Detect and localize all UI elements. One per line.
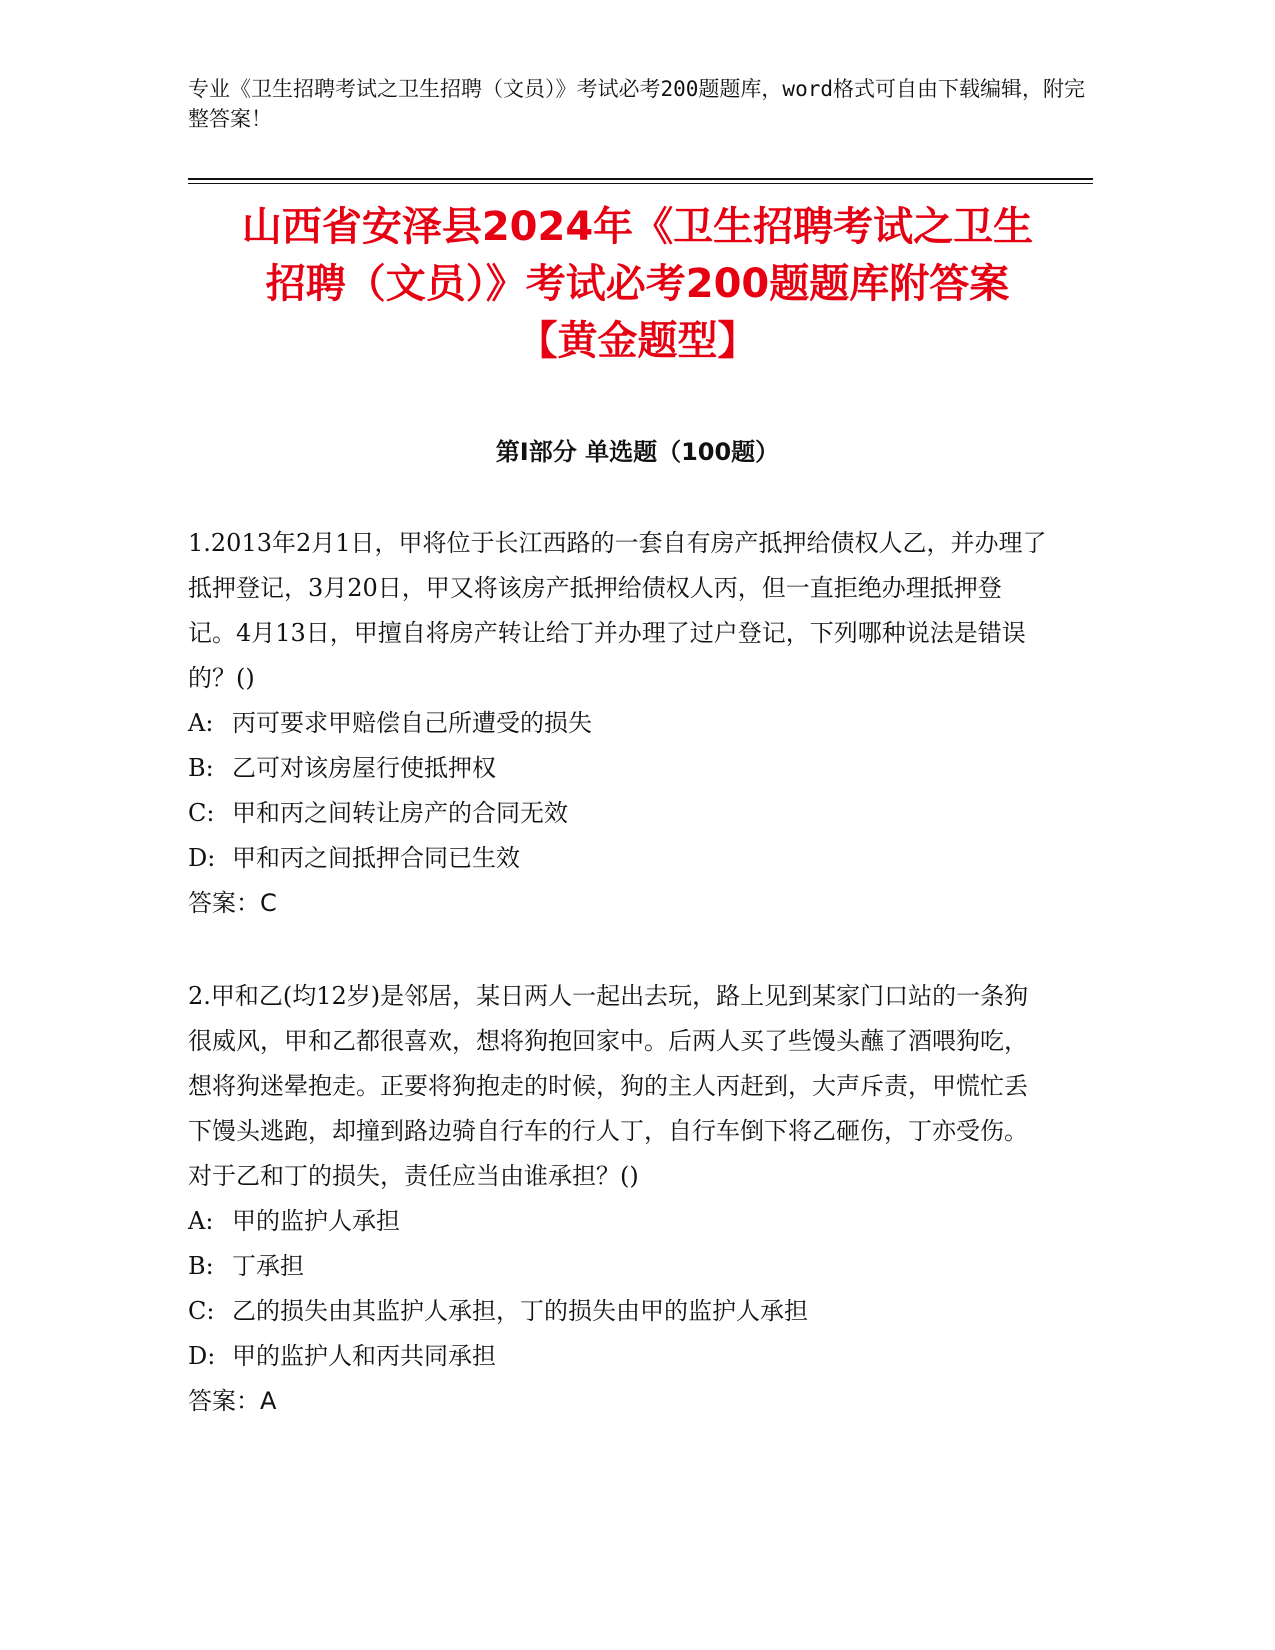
option-letter: C: bbox=[188, 799, 215, 827]
option-text: 乙可对该房屋行使抵押权 bbox=[232, 754, 496, 782]
option-c bbox=[188, 791, 1048, 836]
answer-line: 答案：C bbox=[188, 889, 277, 917]
header-note: 专业《卫生招聘考试之卫生招聘（文员）》考试必考200题题库，word格式可自由下载编辑，附完整答案！ bbox=[188, 77, 1085, 131]
option-text: 甲和丙之间抵押合同已生效 bbox=[232, 844, 520, 872]
option-d bbox=[188, 836, 1048, 881]
title-line-3: 【黄金题型】 bbox=[517, 318, 758, 364]
option-letter: B: bbox=[188, 754, 214, 782]
option-a bbox=[188, 1199, 1048, 1244]
question-stem: 1.2013年2月1日，甲将位于长江西路的一套自有房产抵押给债权人乙，并办理了抵押登记，3月20日，甲又将该房产抵押给债权人丙，但一直拒绝办理抵押登记。4月13日，甲擅自将房产转让给丁并办理了过户登记，下列哪种说法是错误的？() bbox=[188, 529, 1047, 692]
question-stem: 2.甲和乙(均12岁)是邻居，某日两人一起出去玩，路上见到某家门口站的一条狗很威风，甲和乙都很喜欢，想将狗抱回家中。后两人买了些馒头蘸了酒喂狗吃，想将狗迷晕抱走。正要将狗抱走的时候，狗的主人丙赶到，大声斥责，甲慌忙丢下馒头逃跑，却撞到路边骑自行车的行人丁，自行车倒下将乙砸伤，丁亦受伤。对于乙和丁的损失，责任应当由谁承担？() bbox=[188, 982, 1029, 1190]
option-letter: A: bbox=[188, 1207, 214, 1235]
header-divider bbox=[188, 178, 1093, 180]
option-letter: A: bbox=[188, 709, 214, 737]
section-heading: 第Ⅰ部分 单选题（100题） bbox=[495, 438, 780, 466]
option-b bbox=[188, 1244, 1048, 1289]
option-text: 丙可要求甲赔偿自己所遭受的损失 bbox=[232, 709, 592, 737]
option-text: 乙的损失由其监护人承担，丁的损失由甲的监护人承担 bbox=[232, 1297, 808, 1325]
option-d bbox=[188, 1334, 1048, 1379]
option-letter: D: bbox=[188, 844, 216, 872]
option-text: 甲的监护人和丙共同承担 bbox=[232, 1342, 496, 1370]
option-text: 丁承担 bbox=[232, 1252, 304, 1280]
option-text: 甲的监护人承担 bbox=[232, 1207, 400, 1235]
question-1 bbox=[188, 521, 1048, 926]
option-letter: D: bbox=[188, 1342, 216, 1370]
question-2 bbox=[188, 974, 1048, 1424]
option-a bbox=[188, 701, 1048, 746]
option-letter: C: bbox=[188, 1297, 215, 1325]
document-title bbox=[140, 199, 1135, 370]
title-line-1: 山西省安泽县2024年《卫生招聘考试之卫生 bbox=[241, 204, 1034, 250]
option-c bbox=[188, 1289, 1048, 1334]
answer-line: 答案：A bbox=[188, 1387, 277, 1415]
option-text: 甲和丙之间转让房产的合同无效 bbox=[232, 799, 568, 827]
title-line-2: 招聘（文员）》考试必考200题题库附答案 bbox=[265, 261, 1010, 307]
header-divider-thin bbox=[188, 183, 1093, 184]
option-b bbox=[188, 746, 1048, 791]
option-letter: B: bbox=[188, 1252, 214, 1280]
